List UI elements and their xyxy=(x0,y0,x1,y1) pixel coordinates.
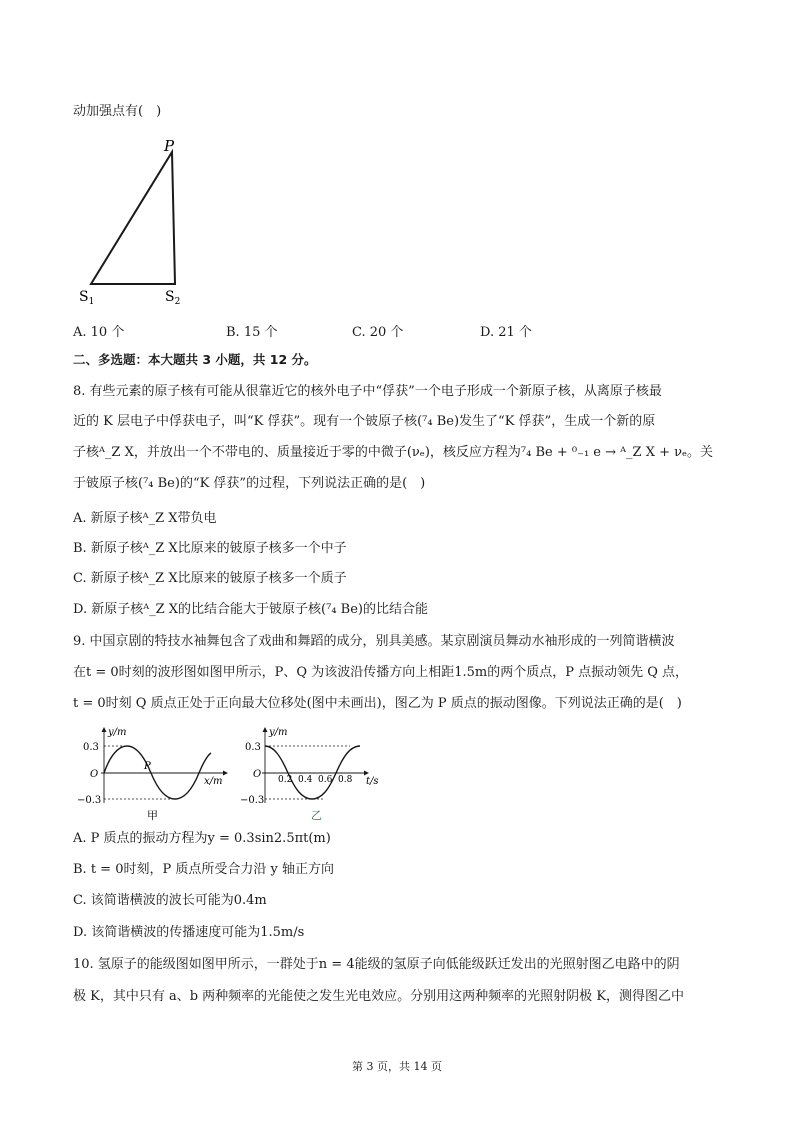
q7-option-b: B. 15 个 xyxy=(226,325,278,340)
q10-line-1: 10. 氢原子的能级图如图甲所示，一群处于n = 4能级的氢原子向低能级跃迁发出的光照射图乙电路中的阴 xyxy=(73,957,680,972)
yi-ylabel: y/m xyxy=(269,727,288,738)
yi-caption: 乙 xyxy=(311,809,322,822)
triangle-p-s1-s2 xyxy=(91,152,175,284)
q7-option-c: C. 20 个 xyxy=(352,325,404,340)
q8-line-3: 子核ᴬ_Z X，并放出一个不带电的、质量接近于零的中微子(νₑ)，核反应方程为⁷₄ Be + ⁰₋₁ e → ᴬ_Z X + νₑ。关 xyxy=(73,445,714,460)
yi-ytick-neg: −0.3 xyxy=(240,795,265,806)
q8-line-4: 于铍原子核(⁷₄ Be)的“K 俘获”的过程，下列说法正确的是( ) xyxy=(73,476,426,491)
q9-option-d: D. 该简谐横波的传播速度可能为1.5m/s xyxy=(73,925,305,940)
jia-xlabel: x/m xyxy=(204,776,223,787)
q7-option-d: D. 21 个 xyxy=(480,325,532,340)
q8-option-a: A. 新原子核ᴬ_Z X带负电 xyxy=(73,511,217,526)
yi-xlabel: t/s xyxy=(366,776,379,787)
q8-line-1: 8. 有些元素的原子核有可能从很靠近它的核外电子中“俘获”一个电子形成一个新原子核，从离原子核最 xyxy=(73,384,662,399)
jia-ytick-pos: 0.3 xyxy=(83,742,99,753)
q9-graph-jia xyxy=(73,725,233,823)
jia-caption: 甲 xyxy=(147,809,158,822)
yi-y-arrow xyxy=(263,727,268,732)
jia-ylabel: y/m xyxy=(108,727,127,738)
yi-xtick-2: 0.4 xyxy=(298,775,313,785)
q10-line-2: 极 K，其中只有 a、b 两种频率的光能使之发生光电效应。分别用这两种频率的光照射阴极 K，测得图乙中 xyxy=(73,989,685,1004)
yi-xtick-1: 0.2 xyxy=(278,775,293,785)
jia-ytick-neg: −0.3 xyxy=(77,795,102,806)
yi-vibration-curve xyxy=(265,746,360,799)
q9-graph-yi xyxy=(240,725,400,823)
q8-option-c: C. 新原子核ᴬ_Z X比原来的铍原子核多一个质子 xyxy=(73,571,347,586)
yi-ytick-pos: 0.3 xyxy=(245,742,261,753)
q7-triangle-figure xyxy=(75,138,195,310)
q9-option-b: B. t = 0时刻，P 质点所受合力沿 y 轴正方向 xyxy=(73,862,334,877)
q9-line-2: 在t = 0时刻的波形图如图甲所示，P、Q 为该波沿传播方向上相距1.5m的两个质点，P 点振动领先 Q 点， xyxy=(73,665,688,680)
q8-option-d: D. 新原子核ᴬ_Z X的比结合能大于铍原子核(⁷₄ Be)的比结合能 xyxy=(73,602,428,617)
q9-option-c: C. 该简谐横波的波长可能为0.4m xyxy=(73,893,267,908)
jia-point-p: P xyxy=(144,761,151,772)
jia-wave-curve xyxy=(104,746,211,799)
yi-xtick-4: 0.8 xyxy=(338,775,353,785)
jia-x-arrow xyxy=(223,771,228,776)
page-footer: 第 3 页，共 14 页 xyxy=(352,1060,442,1073)
yi-t-arrow xyxy=(364,771,369,776)
section-title: 二、多选题：本大题共 3 小题，共 12 分。 xyxy=(73,352,317,367)
yi-xtick-3: 0.6 xyxy=(318,775,333,785)
jia-y-arrow xyxy=(102,727,107,732)
q9-option-a: A. P 质点的振动方程为y = 0.3sin2.5πt(m) xyxy=(73,831,331,846)
jia-origin: O xyxy=(90,769,99,780)
q8-option-b: B. 新原子核ᴬ_Z X比原来的铍原子核多一个中子 xyxy=(73,541,347,556)
q9-line-3: t = 0时刻 Q 质点正处于正向最大位移处(图中未画出)，图乙为 P 质点的振动图像。下列说法正确的是( ) xyxy=(73,696,682,711)
label-s2: $S_2$ xyxy=(165,289,181,307)
yi-origin: O xyxy=(253,769,262,780)
q9-line-1: 9. 中国京剧的特技水袖舞包含了戏曲和舞蹈的成分，别具美感。某京剧演员舞动水袖形成的一列简谐横波 xyxy=(73,634,675,649)
label-s1: $S_1$ xyxy=(79,289,95,307)
q7-stem-tail: 动加强点有( ) xyxy=(73,104,162,119)
label-p: P xyxy=(164,138,175,155)
q8-line-2: 近的 K 层电子中俘获电子，叫“K 俘获”。现有一个铍原子核(⁷₄ Be)发生了“K 俘获”，生成一个新的原 xyxy=(73,414,656,429)
q7-option-a: A. 10 个 xyxy=(73,325,125,340)
